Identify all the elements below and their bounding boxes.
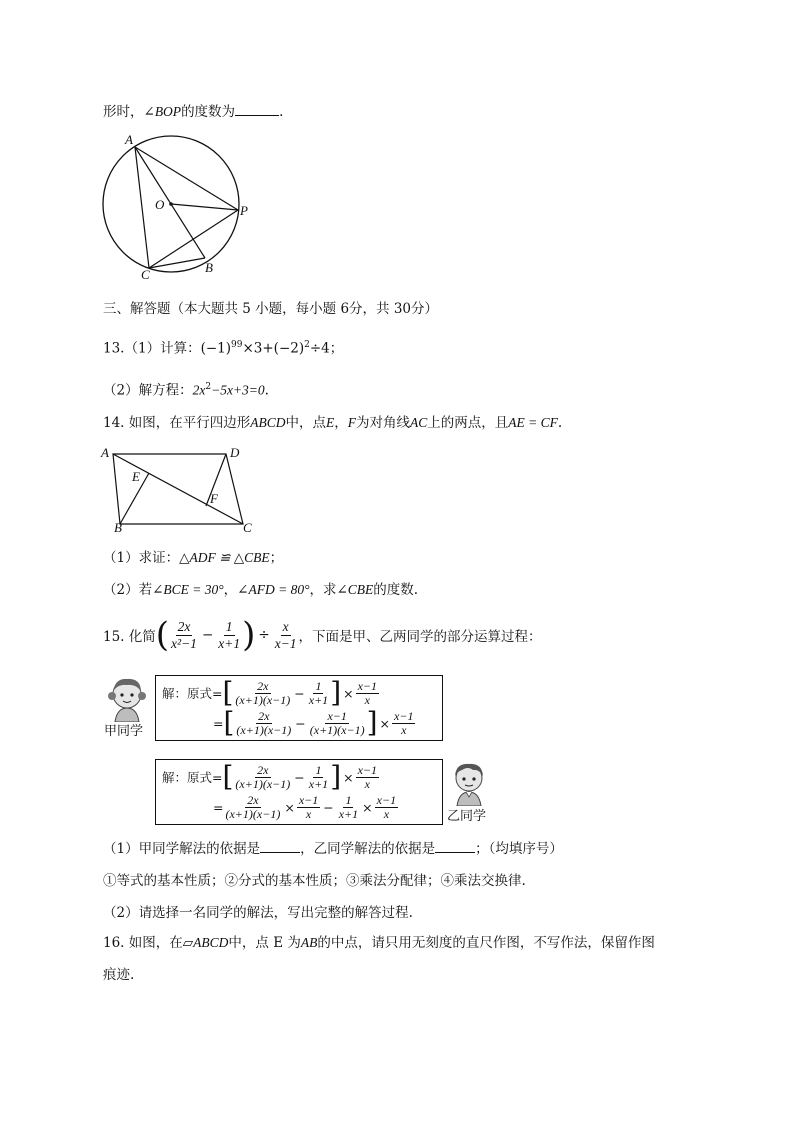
label-F: F	[210, 491, 218, 506]
label-A: A	[125, 132, 133, 147]
label-B: B	[205, 260, 213, 275]
line-angle-question: 形时，∠BOP的度数为 .	[103, 104, 284, 120]
solution-box-jia: 解：原式= [ $\frac{2x}{(x+1)(x-1)}$ − $\frac{1}{x+1}$ ] × $\frac{x-1}{x}$ = [ $\frac{2x}{(x+1)(x-1)}$ − $\frac{x-1}{(x+1)(x-1)}$ ] × $\frac{x-1}{x}$	[155, 675, 443, 741]
student-jia-avatar	[103, 676, 151, 722]
answer-blank-jia	[260, 840, 300, 853]
circle-figure	[95, 130, 255, 280]
q16-line2: 痕迹.	[103, 967, 135, 983]
label-P: P	[240, 203, 248, 218]
label-C: C	[141, 267, 150, 280]
q14-part1: （1）求证：△ADF ≌ △CBE；	[103, 550, 284, 566]
parallelogram-figure	[98, 444, 263, 536]
q13-part1: 13.（1）计算：$(-1)^{99}\times 3+(-2)^2\div 4$；	[103, 340, 344, 357]
q13-part2: （2）解方程：$2x^2-5x+3=0$.	[103, 382, 269, 399]
solution-box-yi: 解：原式= [ $\frac{2x}{(x+1)(x-1)}$ − $\frac{1}{x+1}$ ] × $\frac{x-1}{x}$ = $\frac{2x}{(x+1)(x-1)}$ × $\frac{x-1}{x}$ − $\frac{1}{x+1}$ × $\frac{x-1}{x}$	[155, 759, 443, 825]
q15-part1: （1）甲同学解法的依据是 ，乙同学解法的依据是 ；（均填序号）	[103, 841, 563, 857]
student-yi-avatar	[446, 760, 492, 806]
student-yi-label: 乙同学	[447, 809, 487, 824]
label-A: A	[101, 445, 109, 460]
q15-options: ①等式的基本性质；②分式的基本性质；③乘法分配律；④乘法交换律.	[103, 873, 526, 889]
label-C: C	[243, 520, 252, 535]
student-jia-label: 甲同学	[104, 724, 144, 739]
label-O: O	[155, 197, 165, 212]
answer-blank-yi	[435, 840, 475, 853]
q15-stem: 15. 化简 ( $\frac{2x}{\text{x²−1}}$ − $\frac{1}{x+1}$ ) ÷ $\frac{x}{x-1}$ ，下面是甲、乙两同学的部分运算过程：	[103, 615, 542, 655]
section-heading: 三、解答题（本大题共 5 小题，每小题 6分，共 30分）	[103, 301, 439, 317]
q14-stem: 14. 如图，在平行四边形ABCD中，点E，F为对角线AC上的两点，且AE = CF.	[103, 415, 563, 431]
q16-stem: 16. 如图，在▱ABCD中，点 E 为AB的中点，请只用无刻度的直尺作图，不写作法，保留作图	[103, 935, 655, 951]
label-E: E	[132, 469, 140, 484]
answer-blank	[235, 103, 279, 116]
q14-part2: （2）若∠BCE = 30°，∠AFD = 80°，求∠CBE的度数.	[103, 582, 419, 598]
label-B: B	[114, 520, 122, 535]
q15-part2: （2）请选择一名同学的解法，写出完整的解答过程.	[103, 905, 413, 921]
label-D: D	[230, 445, 240, 460]
